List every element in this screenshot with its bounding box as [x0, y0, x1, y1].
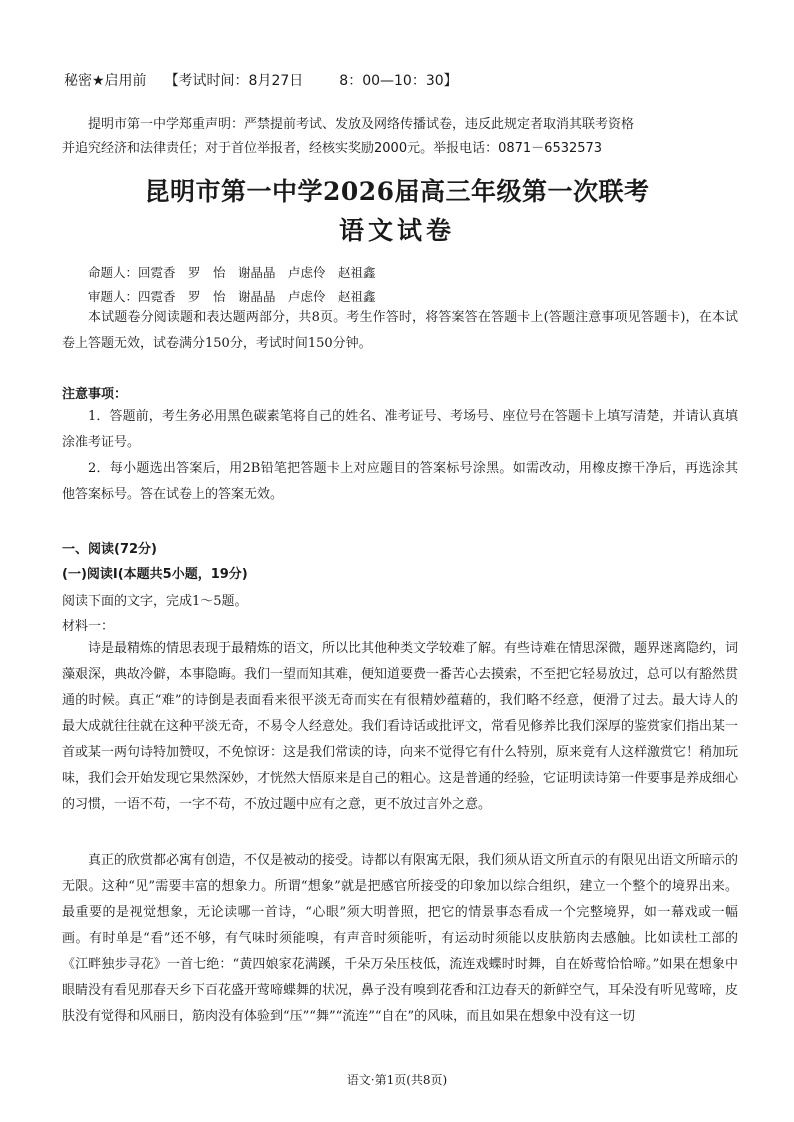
section-heading: 一、阅读(72分) [62, 542, 157, 557]
exam-intro: 本试题卷分阅读题和表达题两部分，共8页。考生作答时，将答案答在答题卡上(答题注意事项见答题卡)，在本试卷上答题无效，试卷满分150分，考试时间150分钟。 [62, 310, 738, 351]
page-footer: 语文·第1页(共8页) [346, 1073, 448, 1087]
material-label: 材料一： [62, 619, 115, 634]
notes-heading: 注意事项： [62, 387, 128, 402]
notice-line-1: 提明市第一中学郑重声明：严禁提前考试、发放及网络传播试卷，违反此规定者取消其联考资格 [88, 117, 635, 132]
exam-time: 【考试时间：8月27日 [164, 73, 304, 89]
passage-paragraph-2: 真正的欣赏都必寓有创造，不仅是被动的接受。诗都以有限寓无限，我们须从语文所直示的有限见出语文所暗示的无限。这种“见”需要丰富的想象力。所谓“想象”就是把感官所接受的印象加以综合组织，建立一个整个的境界出来。最重要的是视觉想象，无论读哪一首诗，“心眼”须大明普照，把它的情景事态看成一个完整境界，如一幕戏或一幅画。有时单是“看”还不够，有气味时须能嗅，有声音时须能听，有运动时须能以皮肤筋肉去感触。比如读杜工部的《江畔独步寻花》一首七绝：“黄四娘家花满蹊，千朵万朵压枝低，流连戏蝶时时舞，自在娇莺恰恰啼。”如果在想象中眼睛没有看见那春天乡下百花盛开莺啼蝶舞的状况，鼻子没有嗅到花香和江边春天的新鲜空气，耳朵没有听见莺啼，皮肤没有觉得和风丽日，筋肉没有体验到“压”“舞”“流连”“自在”的风味，而且如果在想象中没有这一切 [62, 853, 739, 1024]
notice-line-2: 并追究经济和法律责任；对于首位举报者，经核实奖励2000元。举报电话：0871－6532573 [62, 141, 603, 156]
exam-header [64, 70, 458, 90]
passage-paragraph-1: 诗是最精炼的情思表现于最精炼的语文，所以比其他种类文学较难了解。有些诗难在情思深微，题界迷离隐约，词藻艰深，典故冷僻，本事隐晦。我们一望而知其难，便知道要费一番苦心去摸索，不至把它轻易放过，总可以有豁然贯通的时候。真正“难”的诗倒是表面看来很平淡无奇而实在有很精妙蕴藉的，我们略不经意，便滑了过去。最大诗人的最大成就往往就在这种平淡无奇，不易令人经意处。我们看诗话或批评文，常看见修养比我们深厚的鉴赏家们指出某一首或某一两句诗特加赞叹，不免惊讶：这是我们常读的诗，向来不觉得它有什么特别，原来竟有人这样激赏它！稍加玩味，我们会开始发现它果然深妙，才恍然大悟原来是自己的粗心。这是普通的经验，它证明读诗第一件要事是养成细心的习惯，一语不苟，一字不苟，不放过题中应有之意，更不放过言外之意。 [62, 641, 739, 812]
exam-subject-title: 语文试卷 [338, 216, 455, 245]
question-setters: 命题人：回霓香 罗 怡 谢晶晶 卢虑伶 赵祖鑫 [88, 265, 376, 280]
exam-time-range: 8：00—10：30】 [339, 73, 458, 89]
reading-instruction: 阅读下面的文字，完成1～5题。 [62, 594, 248, 609]
secrecy-label: 秘密★启用前 [64, 73, 147, 89]
notes-item-2: 2．每小题选出答案后，用2B铅笔把答题卡上对应题目的答案标号涂黑。如需改动，用橡皮擦干净后，再选涂其他答案标号。答在试卷上的答案无效。 [62, 461, 738, 502]
subsection-heading: (一)阅读Ⅰ(本题共5小题，19分) [62, 567, 248, 582]
exam-title: 昆明市第一中学2026届高三年级第一次联考 [144, 177, 650, 206]
notes-item-1: 1．答题前，考生务必用黑色碳素笔将自己的姓名、准考证号、考场号、座位号在答题卡上填写清楚，并请认真填涂准考证号。 [62, 409, 738, 450]
question-reviewers: 审题人：四霓香 罗 怡 谢晶晶 卢虑伶 赵祖鑫 [88, 289, 376, 304]
